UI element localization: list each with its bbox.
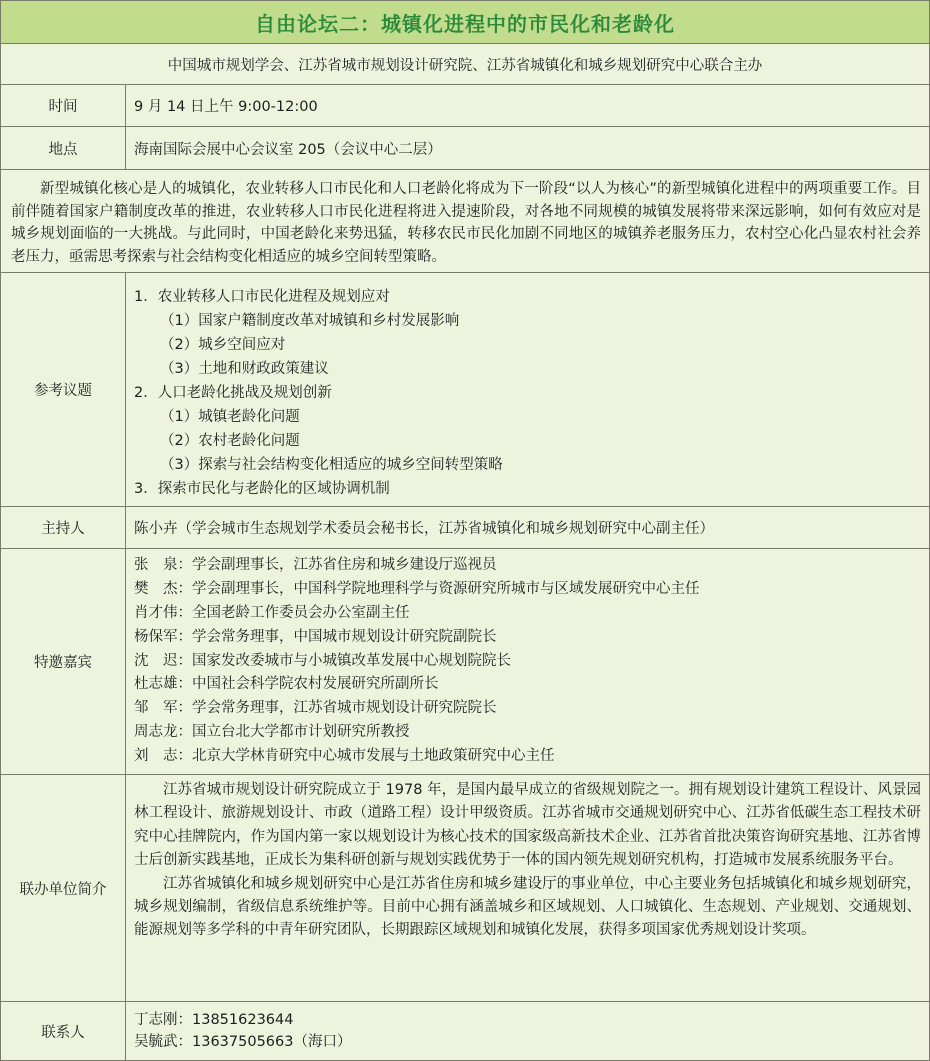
contact-row (1, 1002, 929, 1060)
guest-name: 沈 迟： (134, 652, 192, 669)
guest-title: 国家发改委城市与小城镇改革发展中心规划院院长 (192, 652, 511, 669)
contact-item: 吴毓武：13637505663（海口） (134, 1034, 352, 1050)
intro-text: 新型城镇化核心是人的城镇化，农业转移人口市民化和人口老龄化将成为下一阶段“以人为核心”的新型城镇化进程中的两项重要工作。目前伴随着国家户籍制度改革的推进，农业转移人口市民化进程将进入提速阶段，对各地不同规模的城镇发展将带来深远影响，如何有效应对是城乡规划面临的一大挑战。与此同时，中国老龄化来势迅猛，转移农民市民化加剧不同地区的城镇养老服务压力，农村空心化凸显农村社会养老压力，亟需思考探索与社会结构变化相适应的城乡空间转型策略。 (11, 181, 921, 265)
topics-list (134, 285, 921, 506)
guest-name: 邹 军： (134, 700, 192, 717)
topic-subitem: （1）城镇老龄化问题 (160, 409, 300, 425)
time-label: 时间 (1, 85, 126, 126)
topic-item: 3．探索市民化与老龄化的区域协调机制 (134, 481, 390, 497)
topic-item: 2．人口老龄化挑战及规划创新 (134, 385, 332, 401)
guests-row (1, 549, 929, 775)
guest-item (134, 626, 921, 650)
guest-item (134, 721, 921, 745)
guest-item (134, 697, 921, 721)
guest-title: 学会副理事长，中国科学院地理科学与资源研究所城市与区域发展研究中心主任 (192, 580, 700, 597)
location-row (1, 127, 929, 170)
location-value: 海南国际会展中心会议室 205（会议中心二层） (134, 141, 442, 158)
guest-title: 北京大学林肯研究中心城市发展与土地政策研究中心主任 (192, 748, 555, 765)
profile-label: 联办单位简介 (1, 775, 126, 1001)
guests-list (134, 554, 921, 774)
guest-name: 肖才伟： (134, 604, 192, 621)
profile-paragraph: 江苏省城市规划设计研究院成立于 1978 年，是国内最早成立的省级规划院之一。拥有规划设计建筑工程设计、风景园林工程设计、旅游规划设计、市政（道路工程）设计甲级资质。江苏省城市交通规划研究中心、江苏省低碳生态工程技术研究中心挂牌院内，作为国内第一家以规划设计为核心技术的国家级高新技术企业、江苏省首批决策咨询研究基地、江苏省博士后创新实践基地，正成长为集科研创新与规划实践优势于一体的国内领先规划研究机构，打造城市发展系统服务平台。 (134, 782, 921, 869)
guest-title: 学会常务理事，江苏省城市规划设计研究院院长 (192, 700, 497, 717)
topics-label: 参考议题 (1, 273, 126, 506)
guest-title: 国立台北大学都市计划研究所教授 (192, 724, 410, 741)
guests-label: 特邀嘉宾 (1, 549, 126, 774)
guest-title: 学会常务理事，中国城市规划设计研究院副院长 (192, 628, 497, 645)
guest-item (134, 673, 921, 697)
contact-item: 丁志刚：13851623644 (134, 1012, 294, 1028)
topic-item: 1．农业转移人口市民化进程及规划应对 (134, 289, 390, 305)
contact-label: 联系人 (1, 1002, 126, 1060)
host-label: 主持人 (1, 507, 126, 548)
page-title: 自由论坛二：城镇化进程中的市民化和老龄化 (1, 1, 929, 44)
profile-text (134, 779, 921, 1001)
guest-item (134, 578, 921, 602)
profile-paragraph: 江苏省城镇化和城乡规划研究中心是江苏省住房和城乡建设厅的事业单位，中心主要业务包括城镇化和城乡规划研究，城乡规划编制，省级信息系统维护等。目前中心拥有涵盖城乡和区域规划、人口城镇化、生态规划、产业规划、交通规划、能源规划等多学科的中青年研究团队，长期跟踪区域规划和城镇化发展，获得多项国家优秀规划设计奖项。 (134, 875, 921, 939)
guest-name: 周志龙： (134, 724, 192, 741)
guest-name: 刘 志： (134, 748, 192, 765)
guest-title: 中国社会科学院农村发展研究所副所长 (192, 676, 439, 693)
profile-row (1, 775, 929, 1002)
guest-name: 樊 杰： (134, 580, 192, 597)
location-label: 地点 (1, 127, 126, 169)
guest-name: 杜志雄： (134, 676, 192, 693)
time-value: 9 月 14 日上午 9:00-12:00 (134, 99, 318, 115)
guest-item (134, 554, 921, 578)
contact-list (134, 1009, 921, 1060)
guest-item (134, 602, 921, 626)
host-value: 陈小卉（学会城市生态规划学术委员会秘书长，江苏省城镇化和城乡规划研究中心副主任） (134, 521, 714, 537)
intro-section (1, 170, 929, 273)
topics-row (1, 273, 929, 507)
guest-title: 全国老龄工作委员会办公室副主任 (192, 604, 410, 621)
guest-item (134, 745, 921, 769)
guest-title: 学会副理事长，江苏省住房和城乡建设厅巡视员 (192, 557, 497, 573)
topic-subitem: （1）国家户籍制度改革对城镇和乡村发展影响 (160, 313, 460, 329)
guest-item (134, 650, 921, 674)
topic-subitem: （3）土地和财政政策建议 (160, 361, 329, 377)
topic-subitem: （2）农村老龄化问题 (160, 433, 300, 449)
topic-subitem: （2）城乡空间应对 (160, 337, 286, 353)
guest-name: 张 泉： (134, 557, 192, 573)
guest-name: 杨保军： (134, 628, 192, 645)
host-row (1, 507, 929, 549)
topic-subitem: （3）探索与社会结构变化相适应的城乡空间转型策略 (160, 457, 503, 473)
time-row (1, 85, 929, 127)
organizers-text: 中国城市规划学会、江苏省城市规划设计研究院、江苏省城镇化和城乡规划研究中心联合主办 (1, 44, 929, 85)
